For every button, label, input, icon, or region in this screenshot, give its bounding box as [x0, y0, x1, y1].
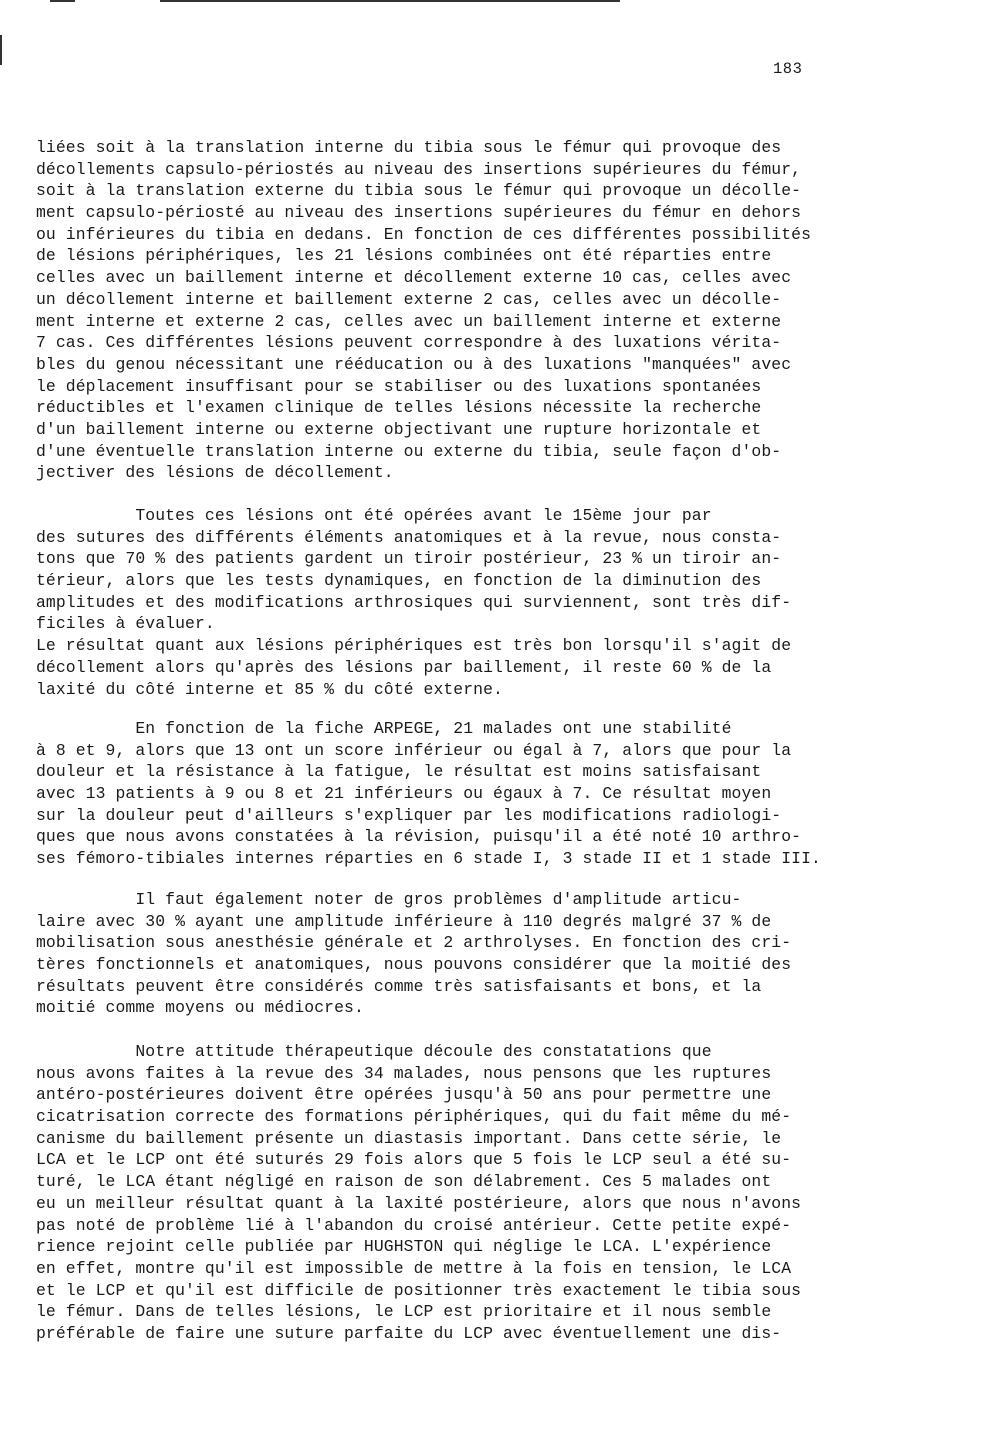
- paragraph-4: [36, 889, 916, 1019]
- text-line: laxité du côté interne et 85 % du côté externe.: [36, 679, 503, 699]
- text-line: d'un baillement interne ou externe objectivant une rupture horizontale et: [36, 419, 762, 439]
- text-line: Notre attitude thérapeutique découle des constatations que: [36, 1042, 712, 1061]
- scan-left-edge-mark: [0, 35, 2, 65]
- text-line: en effet, montre qu'il est impossible de mettre à la fois en tension, le LCA: [36, 1258, 792, 1278]
- text-line: amplitudes et des modifications arthrosiques qui surviennent, sont très dif-: [36, 592, 792, 612]
- text-line: 7 cas. Ces différentes lésions peuvent correspondre à des luxations vérita-: [36, 333, 782, 353]
- text-line: soit à la translation externe du tibia sous le fémur qui provoque un décolle-: [36, 181, 802, 201]
- text-line: ou inférieures du tibia en dedans. En fonction de ces différentes possibilités: [36, 224, 812, 244]
- text-line: Il faut également noter de gros problèmes d'amplitude articu-: [36, 890, 742, 909]
- text-line: laire avec 30 % ayant une amplitude inférieure à 110 degrés malgré 37 % de: [36, 911, 772, 931]
- text-line: jectiver des lésions de décollement.: [36, 463, 394, 483]
- text-line: décollement alors qu'après des lésions par baillement, il reste 60 % de la: [36, 657, 772, 677]
- text-line: ques que nous avons constatées à la révision, puisqu'il a été noté 10 arthro-: [36, 827, 802, 847]
- paragraph-3: [36, 718, 916, 870]
- text-line: d'une éventuelle translation interne ou externe du tibia, seule façon d'ob-: [36, 441, 782, 461]
- text-line: douleur et la résistance à la fatigue, le résultat est moins satisfaisant: [36, 762, 762, 782]
- text-line: résultats peuvent être considérés comme très satisfaisants et bons, et la: [36, 976, 762, 996]
- text-line: un décollement interne et baillement externe 2 cas, celles avec un décolle-: [36, 289, 782, 309]
- text-line: réductibles et l'examen clinique de telles lésions nécessite la recherche: [36, 398, 762, 418]
- text-line: antéro-postérieures doivent être opérées jusqu'à 50 ans pour permettre une: [36, 1085, 772, 1105]
- text-line: En fonction de la fiche ARPEGE, 21 malades ont une stabilité: [36, 719, 732, 738]
- text-line: mobilisation sous anesthésie générale et 2 arthrolyses. En fonction des cri-: [36, 933, 792, 953]
- text-line: liées soit à la translation interne du tibia sous le fémur qui provoque des: [36, 138, 782, 157]
- text-line: avec 13 patients à 9 ou 8 et 21 inférieurs ou égaux à 7. Ce résultat moyen: [36, 784, 772, 804]
- text-line: décollements capsulo-périostés au niveau des insertions supérieures du fémur,: [36, 159, 802, 179]
- text-line: celles avec un baillement interne et décollement externe 10 cas, celles avec: [36, 268, 792, 288]
- paragraph-5: [36, 1041, 916, 1345]
- text-line: eu un meilleur résultat quant à la laxité postérieure, alors que nous n'avons: [36, 1193, 802, 1213]
- text-line: le fémur. Dans de telles lésions, le LCP est prioritaire et il nous semble: [36, 1302, 772, 1322]
- text-line: de lésions périphériques, les 21 lésions combinées ont été réparties entre: [36, 246, 772, 266]
- text-line: et le LCP et qu'il est difficile de positionner très exactement le tibia sous: [36, 1280, 802, 1300]
- text-line: ment interne et externe 2 cas, celles avec un baillement interne et externe: [36, 311, 782, 331]
- text-line: cicatrisation correcte des formations périphériques, qui du fait même du mé-: [36, 1107, 792, 1127]
- page-number: 183: [773, 60, 803, 78]
- text-line: pas noté de problème lié à l'abandon du croisé antérieur. Cette petite expé-: [36, 1215, 792, 1235]
- text-line: nous avons faites à la revue des 34 malades, nous pensons que les ruptures: [36, 1063, 772, 1083]
- text-line: LCA et le LCP ont été suturés 29 fois alors que 5 fois le LCP seul a été su-: [36, 1150, 792, 1170]
- scan-top-edge-line: [160, 0, 620, 2]
- text-line: ficiles à évaluer.: [36, 614, 215, 634]
- text-line: tons que 70 % des patients gardent un tiroir postérieur, 23 % un tiroir an-: [36, 549, 782, 569]
- text-line: le déplacement insuffisant pour se stabiliser ou des luxations spontanées: [36, 376, 762, 396]
- text-line: Le résultat quant aux lésions périphériques est très bon lorsqu'il s'agit de: [36, 636, 792, 656]
- paragraph-2: [36, 505, 916, 700]
- paragraph-1: [36, 137, 916, 484]
- text-line: préférable de faire une suture parfaite du LCP avec éventuellement une dis-: [36, 1323, 782, 1343]
- text-line: ses fémoro-tibiales internes réparties en 6 stade I, 3 stade II et 1 stade III.: [36, 849, 821, 869]
- text-line: turé, le LCA étant négligé en raison de son délabrement. Ces 5 malades ont: [36, 1172, 772, 1192]
- text-line: sur la douleur peut d'ailleurs s'expliquer par les modifications radiologi-: [36, 805, 782, 825]
- text-line: ment capsulo-périosté au niveau des insertions supérieures du fémur en dehors: [36, 203, 802, 223]
- text-line: à 8 et 9, alors que 13 ont un score inférieur ou égal à 7, alors que pour la: [36, 740, 792, 760]
- text-line: térieur, alors que les tests dynamiques, en fonction de la diminution des: [36, 571, 762, 591]
- text-line: rience rejoint celle publiée par HUGHSTON qui néglige le LCA. L'expérience: [36, 1237, 772, 1257]
- text-line: canisme du baillement présente un diastasis important. Dans cette série, le: [36, 1128, 782, 1148]
- text-line: moitié comme moyens ou médiocres.: [36, 998, 364, 1018]
- text-line: des sutures des différents éléments anatomiques et à la revue, nous consta-: [36, 527, 782, 547]
- text-line: Toutes ces lésions ont été opérées avant le 15ème jour par: [36, 506, 712, 525]
- text-line: tères fonctionnels et anatomiques, nous pouvons considérer que la moitié des: [36, 955, 792, 975]
- text-line: bles du genou nécessitant une rééducation ou à des luxations "manquées" avec: [36, 354, 792, 374]
- scan-top-edge-line: [50, 0, 75, 2]
